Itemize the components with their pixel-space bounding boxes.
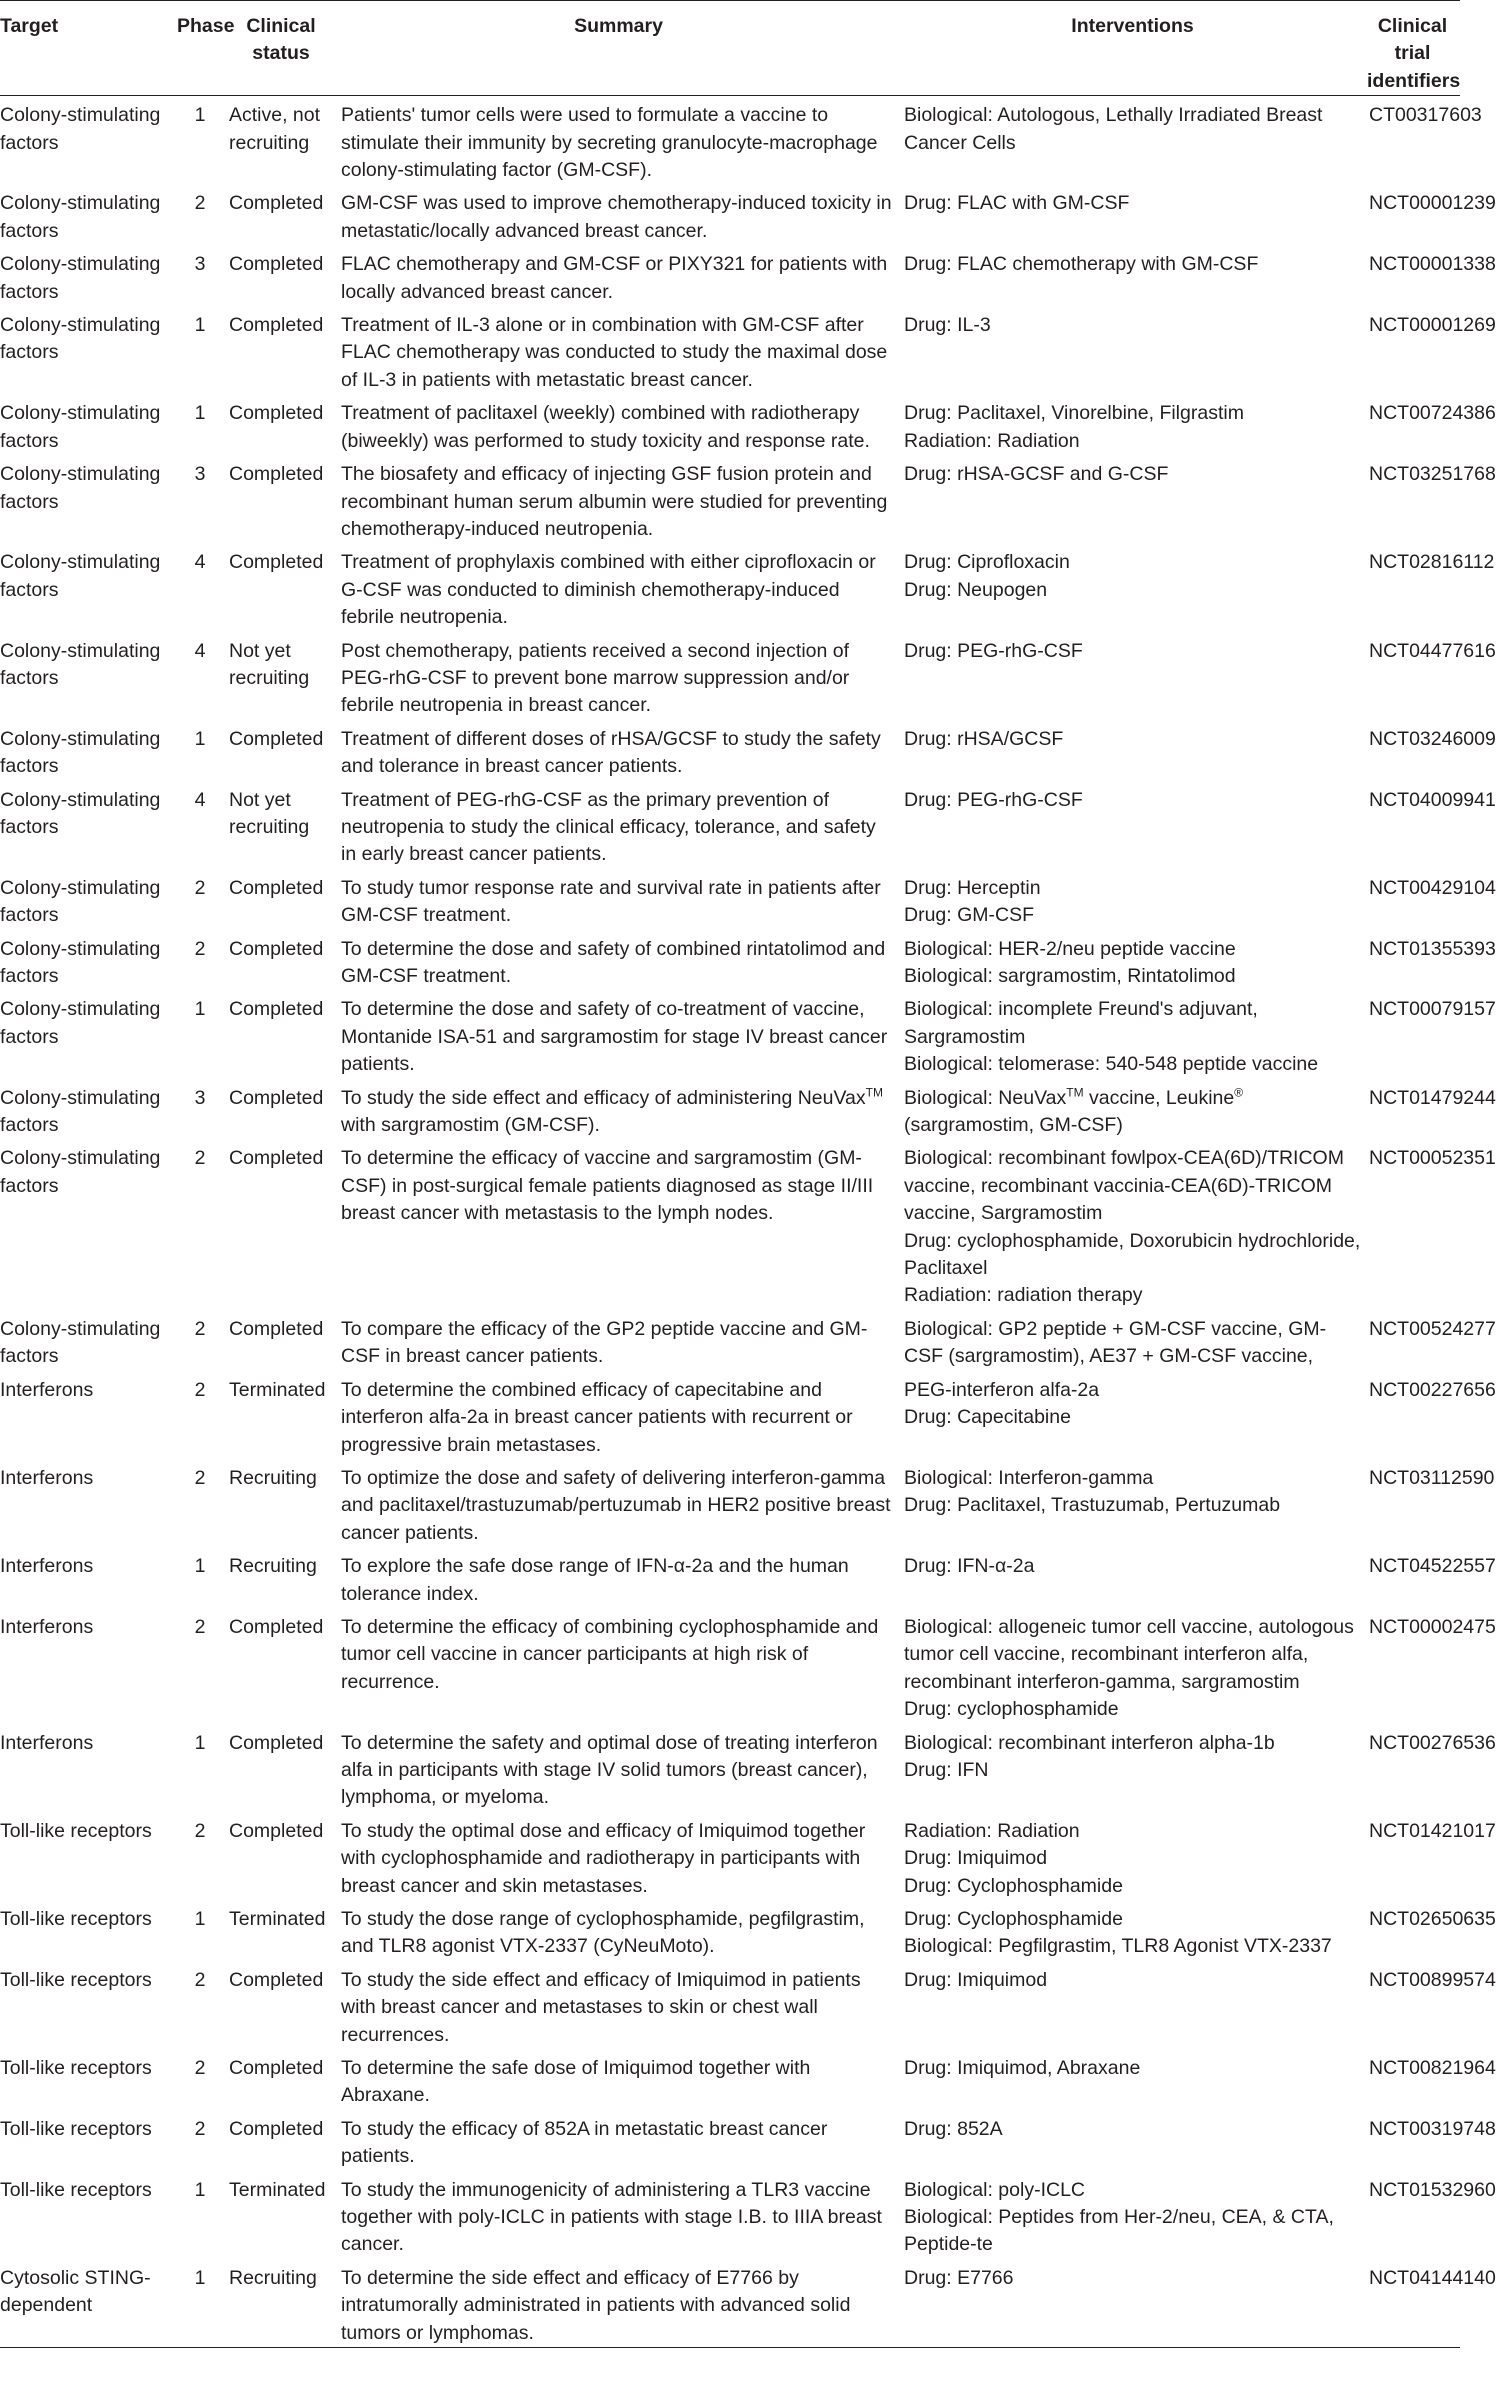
cell-trial-identifier: NCT00001239 bbox=[1369, 192, 1496, 215]
cell-summary: To determine the efficacy of combining cyclophosphamide and tumor cell vaccine in cancer participants at high risk of recurrence. bbox=[341, 1615, 879, 1693]
cell-trial-identifier: NCT00001338 bbox=[1369, 253, 1496, 276]
table-row bbox=[0, 394, 1460, 455]
cell-trial-identifier: NCT00227656 bbox=[1369, 1378, 1496, 1401]
cell-target: Colony-stimulating factors bbox=[0, 314, 161, 364]
table-row bbox=[0, 455, 1460, 543]
table-row bbox=[0, 1079, 1460, 1140]
cell-trial-identifier: CT00317603 bbox=[1369, 104, 1482, 127]
registered-sup: ® bbox=[1234, 1085, 1244, 1100]
table-row bbox=[0, 2259, 1460, 2348]
cell-summary: To study the dose range of cyclophosphamide, pegfilgrastim, and TLR8 agonist VTX-2337 (CyNeuMoto). bbox=[341, 1908, 865, 1958]
intervention-line: Radiation: Radiation bbox=[904, 1819, 1080, 1842]
cell-trial-identifier: NCT01355393 bbox=[1369, 937, 1496, 960]
cell-phase: 2 bbox=[194, 2057, 206, 2080]
cell-target: Colony-stimulating factors bbox=[0, 104, 161, 154]
cell-clinical-status: Completed bbox=[229, 1317, 324, 1340]
intervention-line: Biological: allogeneic tumor cell vaccine, autologous tumor cell vaccine, recombinant interferon alfa, recombinant interferon-gamma, sargramostim bbox=[904, 1615, 1354, 1693]
table-row bbox=[0, 245, 1460, 306]
intervention-line: Drug: Imiquimod, Abraxane bbox=[904, 2057, 1141, 2080]
cell-phase: 3 bbox=[194, 1086, 206, 1109]
cell-clinical-status: Active, not recruiting bbox=[229, 104, 321, 154]
cell-target: Colony-stimulating factors bbox=[0, 876, 161, 927]
intervention-line: Biological: Pegfilgrastim, TLR8 Agonist VTX-2337 bbox=[904, 1935, 1332, 1958]
cell-target: Interferons bbox=[0, 1731, 94, 1754]
cell-trial-identifier: NCT04477616 bbox=[1369, 639, 1496, 662]
intervention-line: Drug: Paclitaxel, Trastuzumab, Pertuzumab bbox=[904, 1494, 1281, 1517]
cell-clinical-status: Terminated bbox=[229, 1908, 326, 1930]
cell-phase: 2 bbox=[194, 1615, 206, 1638]
cell-target: Toll-like receptors bbox=[0, 1819, 152, 1842]
cell-interventions bbox=[900, 1371, 1365, 1459]
intervention-line: Biological: GP2 peptide + GM-CSF vaccine, GM-CSF (sargramostim), AE37 + GM-CSF vaccine, bbox=[904, 1317, 1327, 1368]
cell-interventions bbox=[900, 184, 1365, 245]
cell-phase: 3 bbox=[194, 463, 206, 486]
header-clinical-status: Clinical status bbox=[225, 1, 337, 96]
table-row bbox=[0, 306, 1460, 394]
cell-target: Colony-stimulating factors bbox=[0, 1317, 161, 1368]
table-row bbox=[0, 1961, 1460, 2049]
summary-text: To study the side effect and efficacy of administering NeuVax bbox=[341, 1086, 866, 1109]
table-row bbox=[0, 632, 1460, 720]
cell-trial-identifier: NCT02816112 bbox=[1369, 551, 1495, 574]
cell-summary: Treatment of IL-3 alone or in combination with GM-CSF after FLAC chemotherapy was conducted to study the maximal dose of IL-3 in patients with metastatic breast cancer. bbox=[341, 314, 888, 391]
cell-target: Colony-stimulating factors bbox=[0, 551, 161, 601]
cell-phase: 3 bbox=[194, 253, 206, 276]
cell-clinical-status: Completed bbox=[229, 727, 324, 750]
intervention-line: Drug: Paclitaxel, Vinorelbine, Filgrastim bbox=[904, 402, 1244, 425]
cell-summary: To determine the dose and safety of combined rintatolimod and GM-CSF treatment. bbox=[341, 937, 886, 987]
intervention-line: Drug: cyclophosphamide bbox=[904, 1698, 1119, 1721]
intervention-line: Biological: Autologous, Lethally Irradiated Breast Cancer Cells bbox=[904, 104, 1323, 154]
table-row bbox=[0, 96, 1460, 185]
cell-clinical-status: Completed bbox=[229, 1968, 324, 1991]
cell-phase: 2 bbox=[194, 1466, 206, 1489]
cell-phase: 4 bbox=[194, 551, 206, 574]
cell-target: Colony-stimulating factors bbox=[0, 998, 161, 1048]
cell-interventions bbox=[900, 632, 1365, 720]
cell-target: Colony-stimulating factors bbox=[0, 402, 161, 452]
intervention-line: Drug: Capecitabine bbox=[904, 1406, 1071, 1429]
cell-target: Colony-stimulating factors bbox=[0, 727, 161, 778]
table-header bbox=[0, 1, 1460, 96]
intervention-line: Drug: Ciprofloxacin bbox=[904, 551, 1070, 574]
cell-phase: 2 bbox=[194, 1819, 206, 1842]
cell-phase: 1 bbox=[194, 1555, 206, 1578]
cell-target: Interferons bbox=[0, 1615, 94, 1638]
cell-trial-identifier: NCT01421017 bbox=[1369, 1819, 1496, 1842]
cell-clinical-status: Completed bbox=[229, 551, 324, 574]
table-row bbox=[0, 1371, 1460, 1459]
cell-interventions bbox=[900, 1724, 1365, 1812]
cell-phase: 1 bbox=[194, 2178, 206, 2201]
cell-trial-identifier: NCT00899574 bbox=[1369, 1968, 1496, 1991]
cell-target: Colony-stimulating factors bbox=[0, 253, 161, 303]
cell-phase: 1 bbox=[194, 104, 206, 127]
cell-trial-identifier: NCT00724386 bbox=[1369, 402, 1496, 425]
intervention-line: Drug: IL-3 bbox=[904, 314, 991, 337]
cell-phase: 1 bbox=[194, 727, 206, 750]
intervention-line: Radiation: radiation therapy bbox=[904, 1284, 1143, 1307]
cell-summary: Treatment of different doses of rHSA/GCSF to study the safety and tolerance in breast cancer patients. bbox=[341, 727, 881, 778]
cell-interventions bbox=[900, 1139, 1365, 1309]
cell-interventions bbox=[900, 543, 1365, 631]
cell-interventions bbox=[900, 2049, 1365, 2110]
trademark-sup: TM bbox=[1066, 1085, 1084, 1100]
table-row bbox=[0, 990, 1460, 1078]
table-row bbox=[0, 1900, 1460, 1961]
cell-summary: To optimize the dose and safety of delivering interferon-gamma and paclitaxel/trastuzumab/pertuzumab in HER2 positive breast cancer patients. bbox=[341, 1466, 891, 1544]
intervention-line: Drug: Imiquimod bbox=[904, 1968, 1048, 1991]
cell-phase: 1 bbox=[194, 1908, 206, 1930]
cell-trial-identifier: NCT04522557 bbox=[1369, 1555, 1496, 1578]
cell-clinical-status: Terminated bbox=[229, 1378, 326, 1401]
cell-phase: 1 bbox=[175, 2259, 225, 2348]
cell-trial-identifier: NCT03112590 bbox=[1369, 1466, 1495, 1489]
table-row bbox=[0, 869, 1460, 930]
intervention-line: Biological: HER-2/neu peptide vaccine bbox=[904, 937, 1236, 960]
header-summary: Summary bbox=[337, 1, 900, 96]
cell-phase: 2 bbox=[194, 1378, 206, 1401]
cell-interventions bbox=[900, 1812, 1365, 1900]
cell-summary: To determine the safety and optimal dose of treating interferon alfa in participants with stage IV solid tumors (breast cancer), lymphoma, or myeloma. bbox=[341, 1731, 878, 1809]
cell-interventions bbox=[900, 96, 1365, 185]
cell-clinical-status: Completed bbox=[229, 1086, 324, 1109]
cell-interventions bbox=[900, 1079, 1365, 1140]
cell-phase: 2 bbox=[194, 2117, 206, 2140]
table-row bbox=[0, 2110, 1460, 2171]
table-row bbox=[0, 1310, 1460, 1371]
cell-trial-identifier: NCT00052351 bbox=[1369, 1147, 1496, 1170]
cell-summary: To study the immunogenicity of administering a TLR3 vaccine together with poly-ICLC in patients with stage I.B. to IIIA breast cancer. bbox=[341, 2178, 882, 2256]
table-body bbox=[0, 96, 1496, 2348]
cell-summary: GM-CSF was used to improve chemotherapy-induced toxicity in metastatic/locally advanced breast cancer. bbox=[341, 192, 892, 242]
intervention-line: Drug: Cyclophosphamide bbox=[904, 1908, 1123, 1930]
cell-trial-identifier: NCT00821964 bbox=[1369, 2057, 1496, 2080]
cell-summary: Post chemotherapy, patients received a second injection of PEG-rhG-CSF to prevent bone marrow suppression and/or febrile neutropenia in breast cancer. bbox=[341, 639, 850, 717]
cell-interventions bbox=[900, 2110, 1365, 2171]
table-row bbox=[0, 1608, 1460, 1724]
table-row bbox=[0, 720, 1460, 781]
cell-summary: To study the optimal dose and efficacy of Imiquimod together with cyclophosphamide and radiotherapy in participants with breast cancer and skin metastases. bbox=[341, 1819, 866, 1897]
cell-interventions bbox=[900, 869, 1365, 930]
cell-target: Colony-stimulating factors bbox=[0, 788, 161, 838]
summary-text: with sargramostim (GM-CSF). bbox=[341, 1114, 600, 1137]
cell-trial-identifier: NCT02650635 bbox=[1369, 1908, 1496, 1930]
cell-trial-identifier: NCT00524277 bbox=[1369, 1317, 1496, 1340]
trademark-sup: TM bbox=[865, 1085, 883, 1100]
intervention-line: Drug: FLAC with GM-CSF bbox=[904, 192, 1130, 215]
cell-clinical-status: Completed bbox=[229, 2117, 324, 2140]
intervention-line: Drug: FLAC chemotherapy with GM-CSF bbox=[904, 253, 1259, 276]
cell-interventions bbox=[900, 1900, 1365, 1961]
cell-phase: 1 bbox=[194, 1731, 206, 1754]
cell-target: Colony-stimulating factors bbox=[0, 639, 161, 689]
intervention-line: Drug: rHSA-GCSF and G-CSF bbox=[904, 463, 1169, 486]
cell-clinical-status: Completed bbox=[229, 876, 324, 899]
cell-clinical-status: Completed bbox=[229, 192, 324, 215]
intervention-line: Biological: sargramostim, Rintatolimod bbox=[904, 965, 1236, 987]
cell-trial-identifier: NCT00002475 bbox=[1369, 1615, 1496, 1638]
cell-summary: To explore the safe dose range of IFN-α-2a and the human tolerance index. bbox=[341, 1555, 849, 1605]
cell-interventions bbox=[900, 1547, 1365, 1608]
cell-trial-identifier: NCT03246009 bbox=[1369, 727, 1496, 750]
cell-clinical-status: Completed bbox=[229, 998, 324, 1021]
cell-interventions bbox=[900, 781, 1365, 869]
cell-clinical-status: Completed bbox=[229, 2057, 324, 2080]
cell-trial-identifier: NCT01479244 bbox=[1369, 1086, 1496, 1109]
intervention-line: Drug: Cyclophosphamide bbox=[904, 1874, 1123, 1897]
cell-clinical-status: Not yet recruiting bbox=[229, 788, 310, 838]
cell-trial-identifier: NCT01532960 bbox=[1369, 2178, 1496, 2201]
cell-summary: Treatment of PEG-rhG-CSF as the primary prevention of neutropenia to study the clinical efficacy, tolerance, and safety in early breast cancer patients. bbox=[341, 788, 876, 866]
cell-interventions bbox=[900, 2171, 1365, 2259]
cell-target: Interferons bbox=[0, 1555, 94, 1578]
intervention-line: Biological: incomplete Freund's adjuvant, Sargramostim bbox=[904, 998, 1258, 1048]
cell-phase: 4 bbox=[194, 639, 206, 662]
cell-interventions bbox=[900, 394, 1365, 455]
cell-summary: The biosafety and efficacy of injecting GSF fusion protein and recombinant human serum albumin were studied for preventing chemotherapy-induced neutropenia. bbox=[341, 463, 888, 540]
cell-trial-identifier: NCT03251768 bbox=[1369, 463, 1496, 486]
cell-target: Toll-like receptors bbox=[0, 1908, 152, 1930]
cell-trial-identifier: NCT00079157 bbox=[1369, 998, 1496, 1021]
cell-interventions bbox=[900, 306, 1365, 394]
intervention-line: Drug: Neupogen bbox=[904, 578, 1048, 601]
cell-interventions bbox=[900, 2259, 1365, 2348]
cell-interventions bbox=[900, 245, 1365, 306]
table-row bbox=[0, 1812, 1460, 1900]
cell-phase: 1 bbox=[194, 402, 206, 425]
header-identifiers: Clinical trial identifiers bbox=[1365, 1, 1460, 96]
intervention-line: Drug: Herceptin bbox=[904, 876, 1041, 899]
cell-clinical-status: Completed bbox=[229, 253, 324, 276]
cell-clinical-status: Completed bbox=[229, 1147, 324, 1170]
table-row bbox=[0, 543, 1460, 631]
intervention-line: Biological: Interferon-gamma bbox=[904, 1466, 1154, 1489]
cell-clinical-status: Not yet recruiting bbox=[229, 639, 310, 689]
cell-trial-identifier: NCT00319748 bbox=[1369, 2117, 1496, 2140]
intervention-line: Biological: recombinant fowlpox-CEA(6D)/TRICOM vaccine, recombinant vaccinia-CEA(6D)-TRICOM vaccine, Sargramostim bbox=[904, 1147, 1344, 1225]
cell-phase: 2 bbox=[194, 937, 206, 960]
cell-interventions bbox=[900, 1961, 1365, 2049]
cell-phase: 2 bbox=[194, 1147, 206, 1170]
cell-target: Colony-stimulating factors bbox=[0, 937, 161, 987]
cell-clinical-status: Terminated bbox=[229, 2178, 326, 2201]
table-row bbox=[0, 1459, 1460, 1547]
cell-target: Cytosolic STING-dependent bbox=[0, 2259, 175, 2348]
table-row bbox=[0, 930, 1460, 991]
cell-trial-identifier: NCT00276536 bbox=[1369, 1731, 1496, 1754]
cell-clinical-status: Recruiting bbox=[229, 1555, 317, 1578]
cell-phase: 2 bbox=[194, 876, 206, 899]
cell-interventions bbox=[900, 990, 1365, 1078]
cell-summary: To determine the dose and safety of co-treatment of vaccine, Montanide ISA-51 and sargramostim for stage IV breast cancer patients. bbox=[341, 998, 888, 1076]
intervention-line: Drug: E7766 bbox=[904, 2266, 1014, 2289]
cell-target: Toll-like receptors bbox=[0, 2178, 152, 2201]
intervention-line: Drug: cyclophosphamide, Doxorubicin hydrochloride, Paclitaxel bbox=[904, 1229, 1361, 1280]
intervention-line: Drug: IFN bbox=[904, 1758, 989, 1781]
intervention-line: Drug: Imiquimod bbox=[904, 1847, 1048, 1870]
cell-target: Colony-stimulating factors bbox=[0, 463, 161, 513]
cell-clinical-status: Recruiting bbox=[225, 2259, 337, 2348]
cell-summary: To determine the combined efficacy of capecitabine and interferon alfa-2a in breast cancer patients with recurrent or progressive brain metastases. bbox=[341, 1378, 853, 1456]
cell-clinical-status: Completed bbox=[229, 463, 324, 486]
cell-interventions bbox=[900, 1459, 1365, 1547]
intervention-line: Biological: telomerase: 540-548 peptide vaccine bbox=[904, 1053, 1319, 1076]
cell-summary: FLAC chemotherapy and GM-CSF or PIXY321 for patients with locally advanced breast cancer. bbox=[341, 253, 888, 303]
cell-summary: Treatment of prophylaxis combined with either ciprofloxacin or G-CSF was conducted to diminish chemotherapy-induced febrile neutropenia. bbox=[341, 551, 876, 629]
table-row bbox=[0, 1724, 1460, 1812]
intervention-line: Drug: rHSA/GCSF bbox=[904, 727, 1064, 750]
table-row bbox=[0, 2171, 1460, 2259]
cell-trial-identifier: NCT00001269 bbox=[1369, 314, 1496, 337]
cell-target: Interferons bbox=[0, 1466, 94, 1489]
header-row bbox=[0, 1, 1460, 96]
cell-summary bbox=[337, 1079, 900, 1140]
table-row bbox=[0, 781, 1460, 869]
cell-summary: Patients' tumor cells were used to formulate a vaccine to stimulate their immunity by secreting granulocyte-macrophage colony-stimulating factor (GM-CSF). bbox=[341, 104, 878, 182]
intervention-text: vaccine, Leukine bbox=[1083, 1086, 1235, 1109]
cell-interventions bbox=[900, 455, 1365, 543]
cell-interventions bbox=[900, 930, 1365, 991]
intervention-line: Drug: 852A bbox=[904, 2117, 1003, 2140]
cell-phase: 2 bbox=[194, 192, 206, 215]
cell-clinical-status: Completed bbox=[229, 937, 324, 960]
cell-summary: To determine the efficacy of vaccine and sargramostim (GM-CSF) in post-surgical female patients diagnosed as stage II/III breast cancer with metastasis to the lymph nodes. bbox=[341, 1147, 874, 1225]
cell-summary: Treatment of paclitaxel (weekly) combined with radiotherapy (biweekly) was performed to study toxicity and response rate. bbox=[341, 402, 870, 452]
cell-clinical-status: Recruiting bbox=[229, 1466, 317, 1489]
cell-clinical-status: Completed bbox=[229, 1819, 324, 1842]
cell-interventions bbox=[900, 720, 1365, 781]
cell-phase: 4 bbox=[194, 788, 206, 811]
cell-summary: To study the efficacy of 852A in metastatic breast cancer patients. bbox=[341, 2117, 828, 2168]
table-row bbox=[0, 1139, 1460, 1309]
intervention-line: Biological: Peptides from Her-2/neu, CEA, & CTA, Peptide-te bbox=[904, 2206, 1334, 2256]
cell-summary: To study the side effect and efficacy of Imiquimod in patients with breast cancer and metastases to skin or chest wall recurrences. bbox=[341, 1968, 861, 2046]
cell-target: Interferons bbox=[0, 1378, 94, 1401]
cell-clinical-status: Completed bbox=[229, 314, 324, 337]
cell-trial-identifier: NCT00429104 bbox=[1369, 876, 1496, 899]
table-row bbox=[0, 1547, 1460, 1608]
cell-clinical-status: Completed bbox=[229, 402, 324, 425]
cell-interventions bbox=[900, 1608, 1365, 1724]
intervention-line: Drug: IFN-α-2a bbox=[904, 1555, 1035, 1578]
intervention-text: Biological: NeuVax bbox=[904, 1086, 1067, 1109]
header-target: Target bbox=[0, 1, 175, 96]
intervention-text: (sargramostim, GM-CSF) bbox=[904, 1114, 1123, 1137]
intervention-line: Drug: PEG-rhG-CSF bbox=[904, 788, 1083, 811]
cell-summary: To determine the side effect and efficacy of E7766 by intratumorally administrated in patients with advanced solid tumors or lymphomas. bbox=[337, 2259, 900, 2348]
intervention-line: Biological: poly-ICLC bbox=[904, 2178, 1085, 2201]
cell-phase: 1 bbox=[194, 314, 206, 337]
intervention-line: Biological: recombinant interferon alpha-1b bbox=[904, 1731, 1275, 1754]
header-phase: Phase bbox=[175, 1, 225, 96]
cell-trial-identifier: NCT04009941 bbox=[1369, 788, 1496, 811]
cell-trial-identifier: NCT04144140 bbox=[1365, 2259, 1460, 2348]
cell-target: Toll-like receptors bbox=[0, 1968, 152, 1991]
intervention-line: Drug: PEG-rhG-CSF bbox=[904, 639, 1083, 662]
cell-summary: To determine the safe dose of Imiquimod together with Abraxane. bbox=[341, 2057, 811, 2107]
cell-target: Colony-stimulating factors bbox=[0, 1086, 161, 1137]
cell-target: Colony-stimulating factors bbox=[0, 1147, 161, 1197]
table-row bbox=[0, 2049, 1460, 2110]
cell-summary: To study tumor response rate and survival rate in patients after GM-CSF treatment. bbox=[341, 876, 881, 927]
cell-phase: 2 bbox=[194, 1317, 206, 1340]
cell-interventions bbox=[900, 1310, 1365, 1371]
header-interventions: Interventions bbox=[900, 1, 1365, 96]
intervention-line: Radiation: Radiation bbox=[904, 429, 1080, 452]
cell-phase: 1 bbox=[194, 998, 206, 1021]
cell-clinical-status: Completed bbox=[229, 1731, 324, 1754]
cell-target: Toll-like receptors bbox=[0, 2057, 152, 2080]
table-row bbox=[0, 184, 1460, 245]
cell-target: Colony-stimulating factors bbox=[0, 192, 161, 242]
intervention-line: PEG-interferon alfa-2a bbox=[904, 1378, 1100, 1401]
cell-phase: 2 bbox=[194, 1968, 206, 1991]
cell-target: Toll-like receptors bbox=[0, 2117, 152, 2140]
intervention-line: Drug: GM-CSF bbox=[904, 904, 1035, 927]
cell-summary: To compare the efficacy of the GP2 peptide vaccine and GM-CSF in breast cancer patients. bbox=[341, 1317, 868, 1368]
cell-clinical-status: Completed bbox=[229, 1615, 324, 1638]
